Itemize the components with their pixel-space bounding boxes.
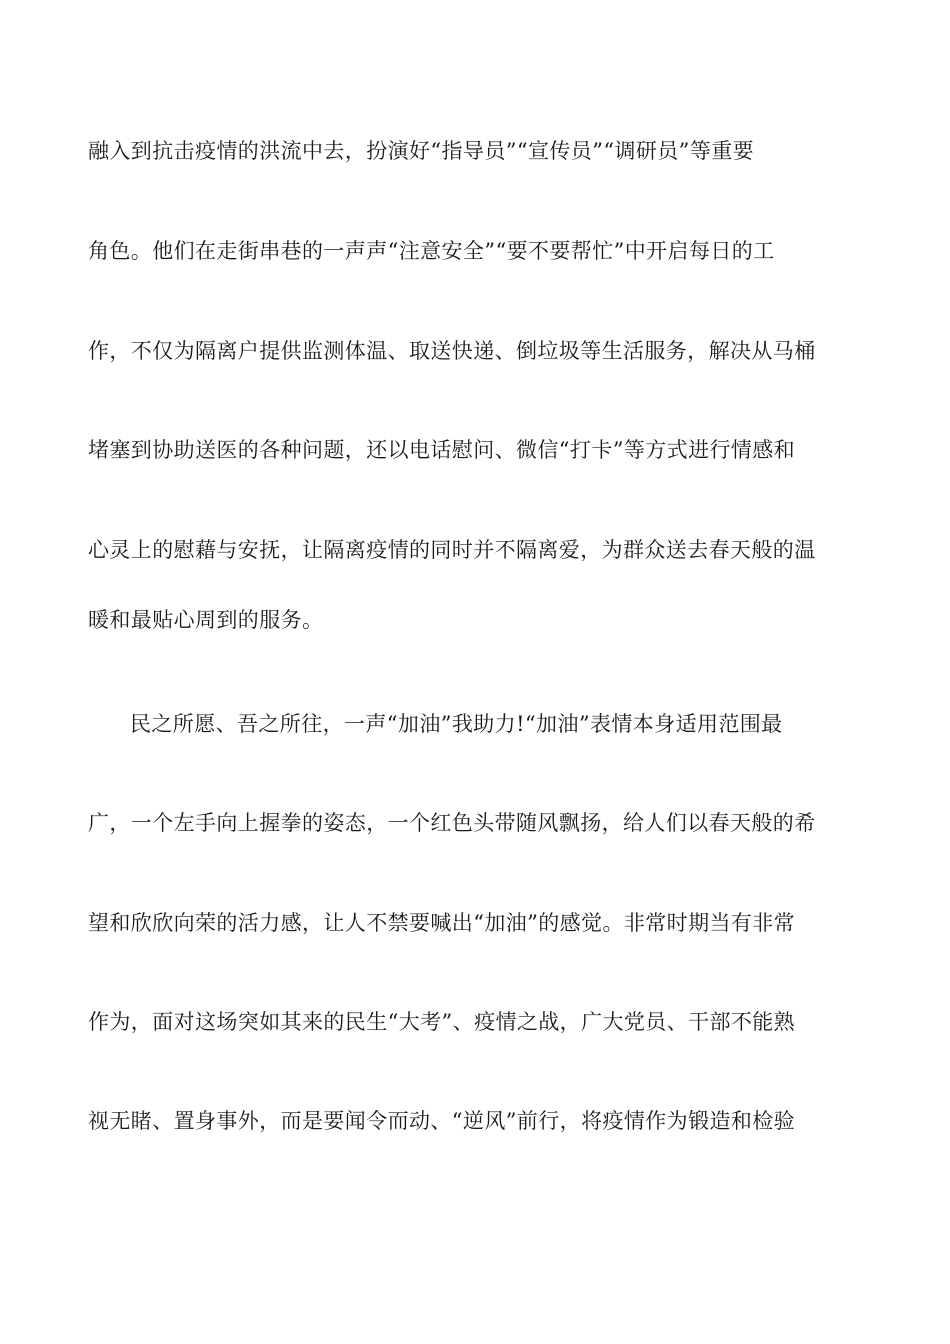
text-line: 作，不仅为隔离户提供监测体温、取送快递、倒垃圾等生活服务，解决从马桶 bbox=[88, 339, 816, 363]
text-line: 融入到抗击疫情的洪流中去，扮演好“指导员”“宣传员”“调研员”等重要 bbox=[88, 139, 755, 163]
text-line: 堵塞到协助送医的各种问题，还以电话慰问、微信“打卡”等方式进行情感和 bbox=[88, 438, 796, 462]
text-line: 广，一个左手向上握拳的姿态，一个红色头带随风飘扬，给人们以春天般的希 bbox=[88, 811, 816, 835]
text-line: 角色。他们在走街串巷的一声声“注意安全”“要不要帮忙”中开启每日的工 bbox=[88, 239, 775, 263]
text-line: 作为，面对这场突如其来的民生“大考”、疫情之战，广大党员、干部不能熟 bbox=[88, 1010, 796, 1034]
text-line: 心灵上的慰藉与安抚，让隔离疫情的同时并不隔离爱，为群众送去春天般的温 bbox=[88, 538, 816, 562]
paragraph-first-line: 民之所愿、吾之所往，一声“加油”我助力!“加油”表情本身适用范围最 bbox=[130, 712, 783, 736]
text-line: 望和欣欣向荣的活力感，让人不禁要喊出“加油”的感觉。非常时期当有非常 bbox=[88, 911, 796, 935]
text-line: 暖和最贴心周到的服务。 bbox=[88, 608, 324, 632]
text-line: 视无睹、置身事外，而是要闻令而动、“逆风”前行，将疫情作为锻造和检验 bbox=[88, 1109, 796, 1133]
